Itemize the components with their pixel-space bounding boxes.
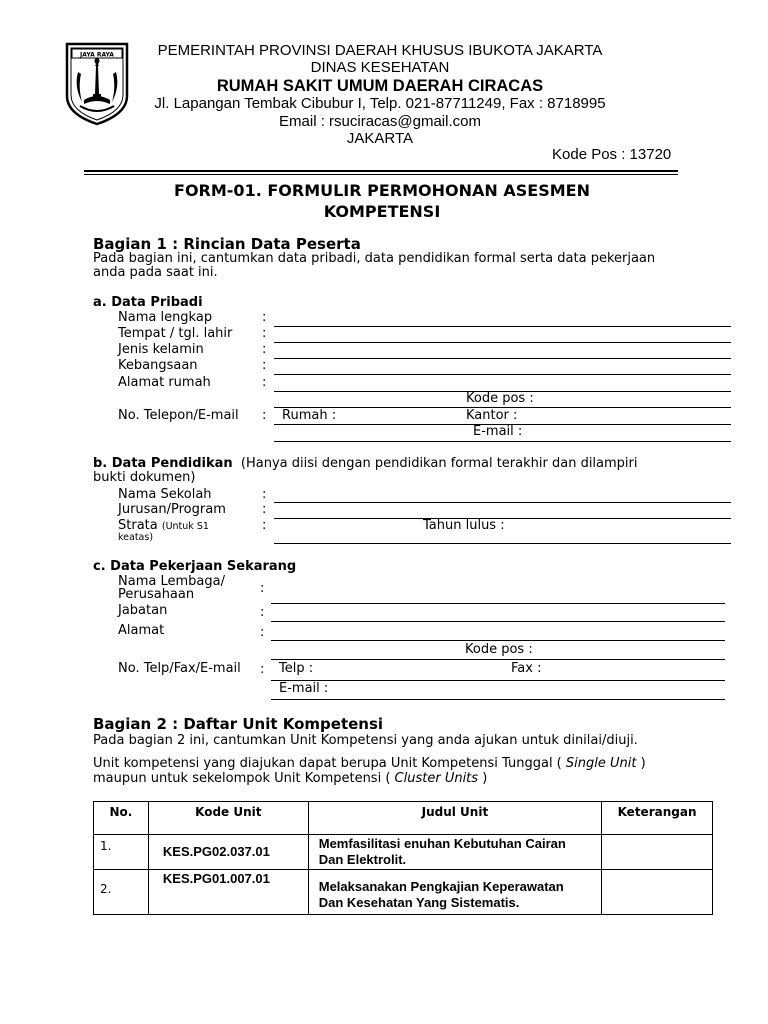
colon: :	[262, 310, 267, 325]
label-email: E-mail :	[473, 424, 523, 439]
jakarta-coat-of-arms-logo	[64, 42, 130, 126]
label-tahun-lulus: Tahun lulus :	[423, 518, 505, 533]
cell-kode-unit: KES.PG01.007.01	[148, 870, 308, 915]
label-strata-note-2: keatas)	[118, 532, 154, 543]
label-rumah: Rumah :	[282, 408, 337, 423]
label-jabatan: Jabatan	[118, 603, 168, 618]
cell-judul-line-2: Dan Elektrolit.	[318, 852, 407, 867]
label-telp-fax-email: No. Telp/Fax/E-mail	[118, 661, 241, 676]
header-keterangan: Keterangan	[602, 802, 713, 835]
subsection-b-note-2: bukti dokumen)	[93, 470, 196, 485]
hospital-name: RUMAH SAKIT UMUM DAERAH CIRACAS	[216, 77, 544, 95]
letterhead-line-2: DINAS KESEHATAN	[310, 59, 450, 76]
section-2-note-text-2: maupun untuk sekelompok Unit Kompetensi (	[93, 771, 391, 786]
form-title-line-2: KOMPETENSI	[323, 202, 441, 221]
cell-no: 2.	[94, 870, 149, 915]
field-nama-sekolah[interactable]	[274, 502, 731, 503]
form-title-line-1: FORM-01. FORMULIR PERMOHONAN ASESMEN	[174, 181, 590, 200]
cell-keterangan[interactable]	[602, 870, 713, 915]
label-kebangsaan: Kebangsaan	[118, 358, 198, 373]
section-2-note-text: Unit kompetensi yang diajukan dapat berupa Unit Kompetensi Tunggal (	[93, 756, 562, 771]
section-1-desc-line-2: anda pada saat ini.	[93, 265, 218, 280]
label-jenis-kelamin: Jenis kelamin	[118, 342, 204, 357]
single-unit-term: Single Unit	[565, 756, 637, 771]
section-2-title: Bagian 2 : Daftar Unit Kompetensi	[93, 715, 384, 733]
label-kantor: Kantor :	[466, 408, 518, 423]
colon: :	[262, 375, 267, 390]
label-nama-lembaga	[118, 575, 225, 601]
cell-judul-unit	[308, 870, 601, 915]
section-1-desc-line-1: Pada bagian ini, cantumkan data pribadi, data pendidikan formal serta data pekerjaan	[93, 251, 656, 266]
section-2-note-close-2: )	[482, 771, 488, 786]
header-judul-unit: Judul Unit	[308, 802, 601, 835]
label-nama-lembaga-line-1: Nama Lembaga/	[118, 574, 225, 589]
label-nama-lengkap: Nama lengkap	[118, 310, 213, 325]
label-alamat-rumah: Alamat rumah	[118, 375, 211, 390]
colon: :	[262, 408, 267, 423]
label-kode-pos: Kode pos :	[466, 391, 534, 406]
label-jurusan: Jurusan/Program	[118, 502, 226, 517]
colon: :	[262, 326, 267, 341]
section-2-note-line-1	[93, 757, 646, 771]
letterhead-line-1: PEMERINTAH PROVINSI DAERAH KHUSUS IBUKOTA JAKARTA	[157, 42, 603, 59]
subsection-b-title: b. Data Pendidikan	[93, 456, 233, 471]
field-jabatan[interactable]	[271, 621, 725, 622]
field-kebangsaan[interactable]	[274, 374, 731, 375]
label-fax: Fax :	[511, 661, 542, 676]
label-tempat-tgl-lahir: Tempat / tgl. lahir	[118, 326, 233, 341]
letterhead-divider-thin	[84, 174, 678, 175]
colon: :	[262, 358, 267, 373]
colon: :	[262, 502, 267, 517]
section-2-note-close: )	[640, 756, 646, 771]
field-email[interactable]	[274, 441, 731, 442]
section-2-note-line-2	[93, 772, 487, 786]
label-nama-sekolah: Nama Sekolah	[118, 487, 212, 502]
section-1-description	[93, 252, 693, 280]
cell-judul-unit	[308, 835, 601, 870]
competency-units-table	[93, 801, 713, 915]
letterhead-divider-thick	[84, 170, 678, 172]
cell-no: 1.	[94, 835, 149, 870]
letterhead-city: JAKARTA	[346, 130, 414, 147]
label-email-kantor: E-mail :	[279, 681, 329, 696]
header-kode-unit: Kode Unit	[148, 802, 308, 835]
label-kode-pos-kantor: Kode pos :	[465, 642, 533, 657]
form-title	[100, 180, 664, 222]
label-telp: Telp :	[279, 661, 314, 676]
cell-judul-line-1: Melaksanakan Pengkajian Keperawatan	[318, 879, 564, 894]
label-alamat: Alamat	[118, 623, 165, 638]
label-strata-note: (Untuk S1	[161, 521, 209, 532]
label-strata-text: Strata	[118, 518, 158, 533]
header-no: No.	[94, 802, 149, 835]
subsection-b-note: (Hanya diisi dengan pendidikan formal terakhir dan dilampiri	[240, 456, 638, 471]
field-strata[interactable]	[274, 543, 731, 544]
cell-judul-line-1: Memfasilitasi enuhan Kebutuhan Cairan	[318, 836, 566, 851]
label-nama-lembaga-line-2: Perusahaan	[118, 587, 195, 602]
field-telp-fax[interactable]	[271, 680, 725, 681]
subsection-b-header	[93, 457, 693, 485]
table-header-row	[94, 802, 713, 835]
section-1-title: Bagian 1 : Rincian Data Peserta	[93, 235, 361, 253]
cluster-units-term: Cluster Units	[394, 771, 479, 786]
field-kode-pos-kantor[interactable]	[271, 659, 725, 660]
field-jenis-kelamin[interactable]	[274, 358, 731, 359]
letterhead-email: Email : rsuciracas@gmail.com	[279, 113, 481, 130]
label-strata	[118, 518, 209, 533]
section-2-description: Pada bagian 2 ini, cantumkan Unit Kompetensi yang anda ajukan untuk dinilai/diuji.	[93, 733, 638, 748]
cell-keterangan[interactable]	[602, 835, 713, 870]
table-row	[94, 835, 713, 870]
subsection-a-title: a. Data Pribadi	[93, 295, 203, 310]
field-nama-lembaga[interactable]	[271, 603, 725, 604]
colon: :	[260, 662, 265, 677]
colon: :	[262, 342, 267, 357]
cell-judul-line-2: Dan Kesehatan Yang Sistematis.	[318, 895, 520, 910]
colon: :	[260, 605, 265, 620]
field-tempat-tgl-lahir[interactable]	[274, 342, 731, 343]
label-telepon-email: No. Telepon/E-mail	[118, 408, 239, 423]
logo-text: JAYA RAYA	[80, 51, 114, 59]
colon: :	[262, 518, 267, 533]
field-nama-lengkap[interactable]	[274, 326, 731, 327]
colon: :	[260, 581, 265, 596]
cell-kode-unit: KES.PG02.037.01	[148, 835, 308, 870]
colon: :	[262, 487, 267, 502]
letterhead-postal-code: Kode Pos : 13720	[552, 146, 672, 163]
field-email-kantor[interactable]	[271, 699, 725, 700]
colon: :	[260, 625, 265, 640]
field-alamat-kantor[interactable]	[271, 640, 725, 641]
table-row	[94, 870, 713, 915]
letterhead-address: Jl. Lapangan Tembak Cibubur I, Telp. 021-87711249, Fax : 8718995	[154, 95, 606, 112]
subsection-c-title: c. Data Pekerjaan Sekarang	[93, 559, 297, 574]
